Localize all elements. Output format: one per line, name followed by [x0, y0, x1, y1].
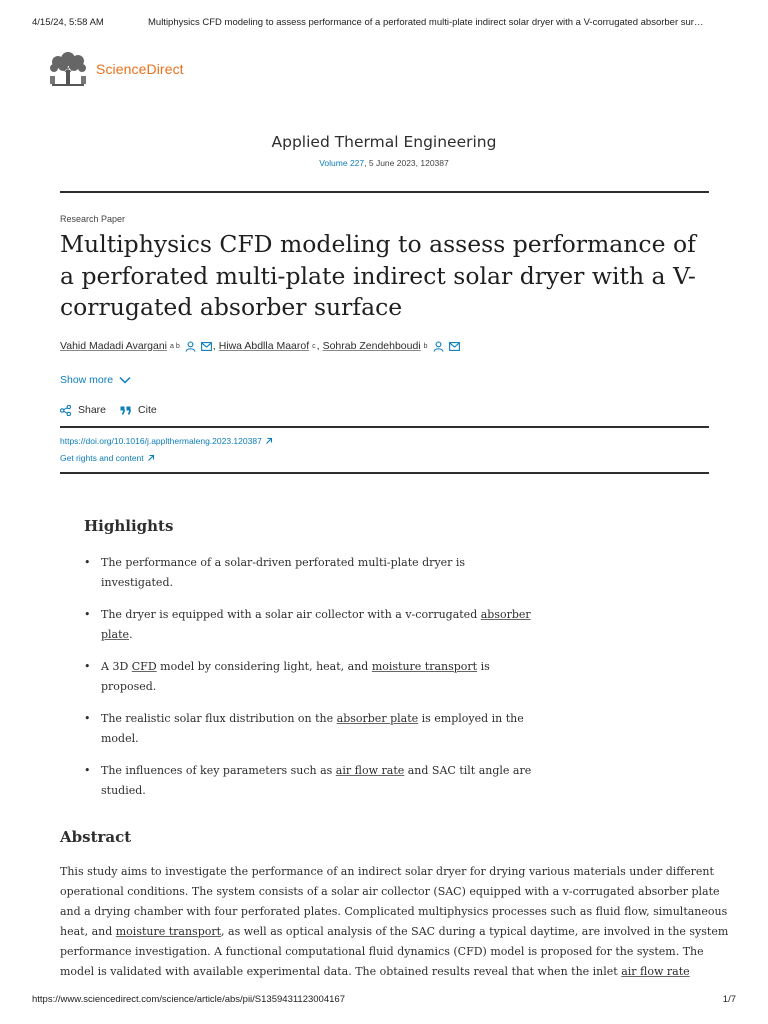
highlight-text: model by considering light, heat, and [156, 660, 372, 673]
abstract-text: heat, and [60, 925, 116, 938]
highlight-text: is proposed. [101, 660, 490, 693]
external-link-icon [265, 437, 273, 445]
quote-icon [120, 406, 131, 415]
author-separator: , [212, 340, 216, 352]
abstract-line: and a drying chamber with four perforated plates. Complicated multiphysics processes such as fluid flow, simultaneous [60, 905, 728, 918]
journal-name[interactable]: Applied Thermal Engineering [271, 133, 497, 151]
print-page-number: 1/7 [722, 994, 736, 1005]
bullet: • [84, 712, 91, 725]
print-url: https://www.sciencedirect.com/science/article/abs/pii/S1359431123004167 [32, 994, 345, 1005]
list-item [84, 709, 534, 749]
highlight-text: and SAC tilt angle are [404, 764, 532, 777]
list-item [84, 605, 534, 645]
topic-link[interactable]: CFD [131, 660, 157, 673]
abstract-line: This study aims to investigate the performance of an indirect solar dryer for drying various materials under different [60, 865, 714, 878]
mail-icon[interactable] [449, 342, 460, 351]
author-name[interactable]: Sohrab Zendehboudi [322, 340, 421, 352]
article-actions [60, 404, 171, 416]
abstract-body [60, 862, 729, 982]
highlights-heading: Highlights [84, 517, 174, 535]
topic-link[interactable]: moisture transport [371, 660, 478, 673]
bullet: • [84, 764, 91, 777]
bullet: • [84, 608, 91, 621]
highlights-list [84, 553, 534, 813]
print-datetime: 4/15/24, 5:58 AM [32, 17, 104, 28]
logo-brand-text: ScienceDirect [96, 61, 184, 77]
show-more-button[interactable] [60, 374, 131, 386]
links-divider [60, 472, 709, 474]
highlight-text: The performance of a solar-driven perforated multi-plate dryer is investigated. [101, 556, 466, 589]
topic-link[interactable]: plate [101, 628, 130, 641]
author-affiliation: b [423, 342, 428, 350]
share-label: Share [78, 404, 107, 416]
author-list [60, 340, 460, 352]
volume-link[interactable]: Volume 227 [319, 158, 365, 168]
mail-icon[interactable] [201, 342, 212, 351]
bullet: • [84, 556, 91, 569]
abstract-line [60, 922, 729, 942]
issue-info [0, 158, 768, 168]
share-icon [60, 405, 71, 416]
print-footer [32, 994, 736, 1005]
highlight-text: A 3D [101, 660, 132, 673]
highlight-text: The dryer is equipped with a solar air collector with a v-corrugated [101, 608, 481, 621]
abstract-line: operational conditions. The system consists of a solar air collector (SAC) equipped with a v-corrugated absorber plate [60, 885, 720, 898]
doi-text: https://doi.org/10.1016/j.applthermaleng.2023.120387 [60, 436, 262, 446]
person-icon[interactable] [185, 341, 196, 352]
author-name[interactable]: Hiwa Abdlla Maarof [218, 340, 310, 352]
author-affiliation: a b [170, 342, 180, 350]
list-item [84, 761, 534, 801]
article-type: Research Paper [60, 214, 126, 224]
print-doc-title: Multiphysics CFD modeling to assess performance of a perforated multi-plate indirect solar dryer with a V-corrugated absorber sur… [148, 17, 704, 28]
issue-date: , 5 June 2023, 120387 [364, 158, 449, 168]
highlight-text: model. [101, 732, 139, 745]
person-icon[interactable] [433, 341, 444, 352]
abstract-text: , as well as optical analysis of the SAC during a typical daytime, are involved in the system [221, 925, 729, 938]
cite-button[interactable] [120, 404, 157, 416]
topic-link[interactable]: air flow rate [335, 764, 405, 777]
chevron-down-icon [119, 376, 131, 384]
show-more-label: Show more [60, 374, 114, 386]
header-divider [60, 191, 709, 193]
highlight-text: . [129, 628, 133, 641]
topic-link[interactable]: air flow rate [621, 965, 690, 978]
topic-link[interactable]: absorber [480, 608, 531, 621]
actions-divider [60, 426, 709, 428]
share-button[interactable] [60, 404, 106, 416]
list-item [84, 657, 534, 697]
abstract-heading: Abstract [60, 828, 132, 846]
author-affiliation: c [312, 342, 316, 350]
topic-link[interactable]: absorber plate [336, 712, 419, 725]
abstract-text: model is validated with available experimental data. The obtained results reveal that when the inlet [60, 965, 622, 978]
elsevier-tree-logo-icon [46, 50, 90, 88]
highlight-text: The influences of key parameters such as [101, 764, 336, 777]
cite-label: Cite [138, 404, 157, 416]
author-name[interactable]: Vahid Madadi Avargani [60, 340, 168, 352]
sciencedirect-logo[interactable] [46, 50, 184, 88]
article-title: Multiphysics CFD modeling to assess performance of a perforated multi-plate indirect solar dryer with a V-corrugated absorber surface [60, 230, 696, 321]
topic-link[interactable]: moisture transport [115, 925, 222, 938]
bullet: • [84, 660, 91, 673]
highlight-text: studied. [101, 784, 146, 797]
highlight-text: is employed in the [418, 712, 524, 725]
abstract-line: performance investigation. A functional computational fluid dynamics (CFD) model is proposed for the system. The [60, 945, 704, 958]
rights-text: Get rights and content [60, 453, 144, 463]
external-link-icon [147, 454, 155, 462]
print-header [32, 17, 744, 28]
highlight-text: The realistic solar flux distribution on the [101, 712, 337, 725]
author-separator: , [316, 340, 320, 352]
rights-link[interactable] [60, 453, 155, 463]
doi-link[interactable] [60, 436, 273, 446]
list-item [84, 553, 534, 593]
abstract-line [60, 962, 712, 982]
